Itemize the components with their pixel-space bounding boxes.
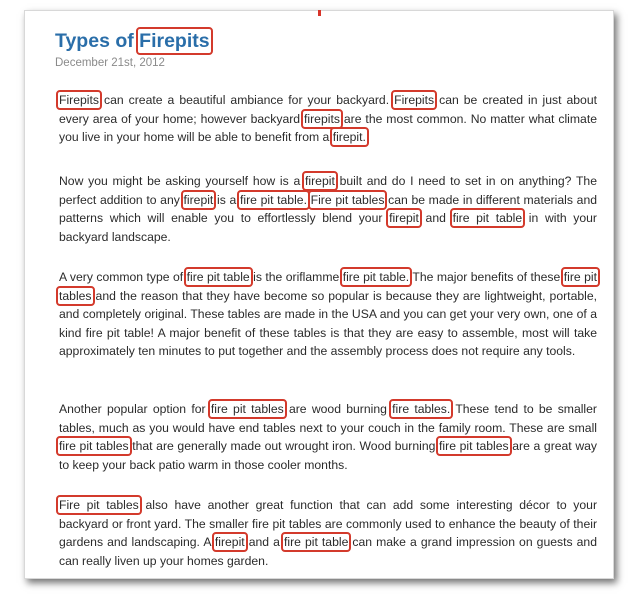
keyword-highlight: fire pit table. — [239, 192, 307, 207]
keyword-highlight: fire pit table — [283, 535, 349, 549]
paragraph-text: are the most common. No matter what climate you live in your home will be able to benefit from a — [59, 111, 597, 144]
paragraph-text: built and do I need to set in on anything? The perfect addition to any — [59, 174, 597, 207]
article-card — [24, 10, 614, 579]
keyword-highlight: firepit. — [332, 130, 366, 144]
paragraph — [59, 172, 597, 246]
paragraph — [59, 91, 597, 147]
paragraph-text: are wood burning — [283, 402, 393, 416]
paragraph-text: can make a grand impression on guests and can really liven up your homes garden. — [59, 535, 597, 568]
paragraph-text: Another popular option for — [59, 402, 211, 416]
keyword-highlight: fire pit table — [186, 270, 250, 284]
keyword-highlight: firepit — [183, 192, 214, 207]
keyword-highlight: Fire pit tables — [310, 192, 385, 207]
keyword-highlight: Firepits — [59, 93, 99, 107]
keyword-highlight: fire tables. — [392, 402, 451, 416]
paragraph-text: can create a beautiful ambiance for your backyard. — [98, 93, 395, 107]
paragraph-text: that are generally made out wrought iron. Wood burning — [128, 439, 440, 453]
paragraph-text: The major benefits of these — [409, 270, 564, 284]
keyword-highlight: firepit — [305, 174, 335, 188]
paragraph-text: Now you might be asking yourself how is a — [59, 174, 306, 188]
paragraph — [59, 496, 597, 570]
keyword-highlight: fire pit tables — [210, 402, 284, 416]
paragraph-text: These tend to be smaller tables, much as you would have end tables next to your couch in the family room. These are small — [59, 402, 597, 435]
keyword-highlight: fire pit tables — [439, 439, 509, 453]
paragraph — [59, 400, 597, 474]
keyword-highlight: firepit — [214, 535, 245, 549]
paragraph-text: and a — [244, 535, 284, 549]
paragraph-text: also have another great function that can add some interesting décor to your backyard or front yard. The smaller fire pit tables are commonly used to enhance the beauty of their gardens and landscaping. A — [59, 498, 598, 549]
keyword-highlight: fire pit tables — [59, 270, 597, 303]
keyword-highlight: Firepits — [394, 93, 435, 107]
paragraph-text: in with your backyard landscape. — [59, 211, 597, 244]
paragraph-text: A very common type of — [59, 270, 187, 284]
paragraph-text: and — [418, 211, 453, 225]
paragraph-text: and the reason that they have become so popular is because they are lightweight, portable, and completely original. These tables are made in the USA and you can get your very own, one of a kind fire pit table! A major benefit of these tables is that they are easy to assemble, most will take approximately ten minutes to put together and the assembly process does not require any tools. — [59, 288, 597, 358]
post-date: December 21st, 2012 — [55, 57, 165, 69]
keyword-highlight: firepit — [389, 211, 419, 225]
title-prefix: Types of — [55, 30, 134, 52]
keyword-highlight: fire pit table — [452, 211, 523, 225]
paragraph — [59, 268, 597, 361]
top-red-mark — [318, 10, 321, 16]
keyword-highlight: Fire pit tables — [59, 498, 139, 512]
paragraph-text: is a — [213, 192, 240, 207]
paragraph-text: can be created in just about every area of your home; however backyard — [59, 93, 598, 126]
article-title — [55, 30, 210, 53]
keyword-highlight: fire pit tables — [59, 439, 129, 453]
paragraph-text: can be made in different materials and patterns which will enable you to effortlessly blend your — [59, 192, 597, 225]
title-keyword-highlight: Firepits — [139, 30, 210, 52]
keyword-highlight: firepits — [304, 111, 340, 126]
keyword-highlight: fire pit table. — [342, 270, 410, 284]
paragraph-text: are a great way to keep your back patio warm in those cooler months. — [59, 439, 597, 472]
paragraph-text: is the oriflamme — [249, 270, 343, 284]
